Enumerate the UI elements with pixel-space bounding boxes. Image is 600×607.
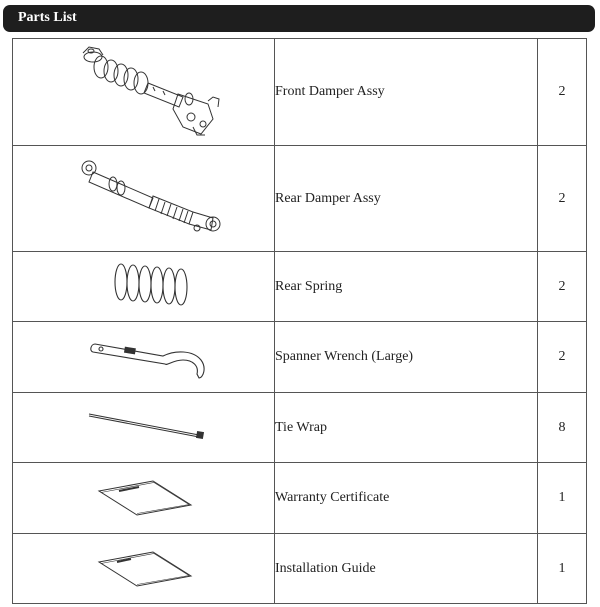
installation-guide-illustration [13, 534, 274, 604]
rear-spring-illustration [13, 252, 274, 322]
part-quantity: 2 [538, 252, 587, 322]
part-image-cell [13, 534, 275, 604]
table-row [13, 393, 587, 463]
part-image-cell [13, 39, 275, 146]
part-image-cell [13, 252, 275, 322]
part-quantity: 2 [538, 322, 587, 393]
part-image-cell [13, 463, 275, 534]
part-image-cell [13, 322, 275, 393]
part-name: Front Damper Assy [275, 39, 538, 146]
spanner-wrench-illustration [13, 322, 274, 393]
part-image-cell [13, 146, 275, 252]
part-quantity: 1 [538, 534, 587, 604]
part-name: Rear Damper Assy [275, 146, 538, 252]
table-row [13, 463, 587, 534]
table-row [13, 534, 587, 604]
part-quantity: 1 [538, 463, 587, 534]
parts-list-header [3, 5, 595, 32]
table-row [13, 39, 587, 146]
part-quantity: 2 [538, 39, 587, 146]
part-name: Tie Wrap [275, 393, 538, 463]
table-row [13, 322, 587, 393]
part-name: Warranty Certificate [275, 463, 538, 534]
parts-list-title: Parts List [18, 10, 77, 25]
part-quantity: 2 [538, 146, 587, 252]
part-name: Rear Spring [275, 252, 538, 322]
table-row [13, 146, 587, 252]
tie-wrap-illustration [13, 393, 274, 463]
part-image-cell [13, 393, 275, 463]
table-row [13, 252, 587, 322]
front-damper-assy-illustration [13, 39, 274, 146]
part-name: Spanner Wrench (Large) [275, 322, 538, 393]
part-quantity: 8 [538, 393, 587, 463]
warranty-certificate-illustration [13, 463, 274, 534]
parts-table [12, 38, 587, 604]
part-name: Installation Guide [275, 534, 538, 604]
rear-damper-assy-illustration [13, 146, 274, 252]
